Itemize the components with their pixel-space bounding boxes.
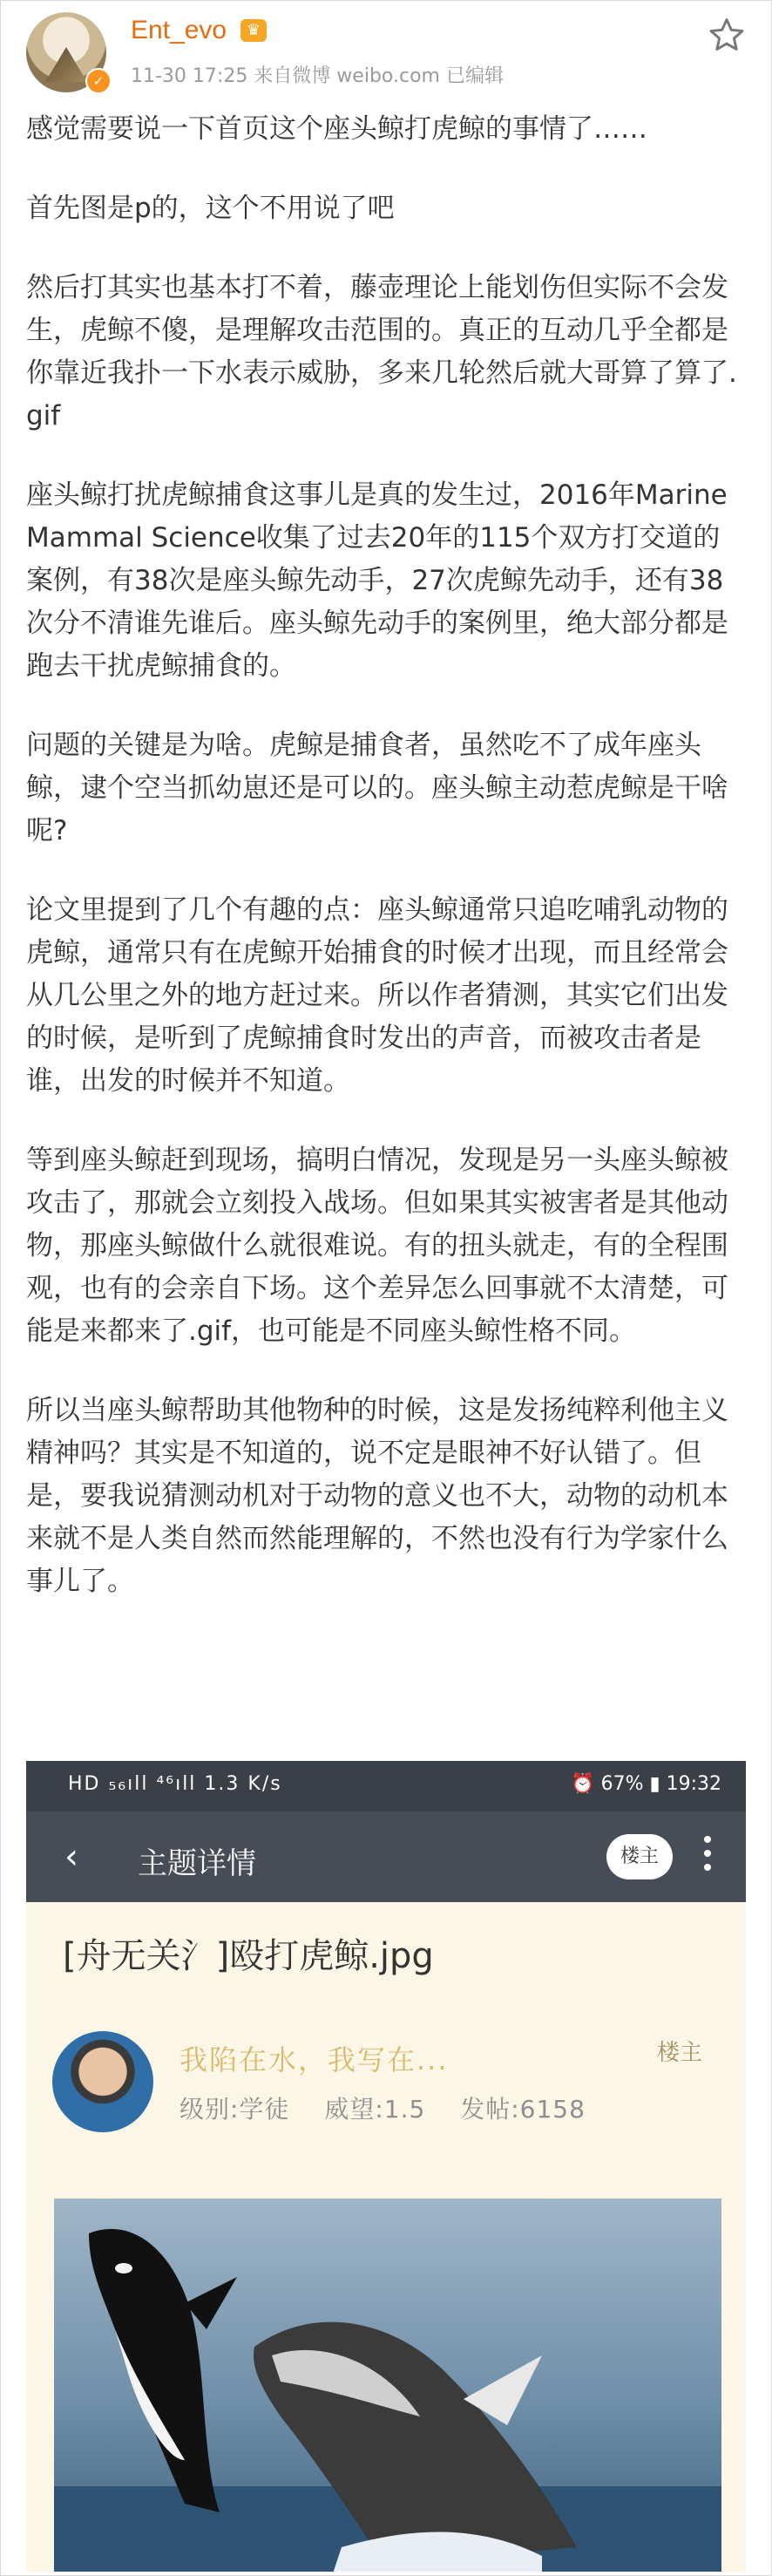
star-icon[interactable] (708, 16, 746, 54)
owner-only-button[interactable]: 楼主 (606, 1834, 673, 1879)
username[interactable]: Ent_evo (131, 16, 227, 44)
post-content (26, 108, 746, 1640)
poster-post-count: 发帖:6158 (460, 2095, 586, 2124)
back-arrow-icon[interactable]: ‹ (64, 1837, 78, 1877)
status-left: HD ₅₆ıll ⁴⁶ıll 1.3 K/s (68, 1773, 282, 1795)
status-right: ⏰ 67% ▮ 19:32 (571, 1773, 721, 1795)
phone-status-bar (26, 1761, 746, 1811)
paragraph: 座头鲸打扰虎鲸捕食这事儿是真的发生过，2016年Marine Mammal Science收集了过去20年的115个双方打交道的案例，有38次是座头鲸先动手，27次虎鲸先动手，还有38次分不清谁先谁后。座头鲸先动手的案例里，绝大部分都是跑去干扰虎鲸捕食的。 (26, 479, 728, 682)
app-title-bar (26, 1811, 746, 1902)
thread-title: [舟无关氵]殴打虎鲸.jpg (63, 1936, 434, 1976)
paragraph: 问题的关键是为啥。虎鲸是捕食者，虽然吃不了成年座头鲸，逮个空当抓幼崽还是可以的。座头鲸主动惹虎鲸是干啥呢? (26, 730, 728, 846)
app-title: 主题详情 (138, 1846, 256, 1881)
poster-nickname[interactable]: 我陷在水，我写在... (179, 2043, 449, 2076)
paragraph: 首先图是p的，这个不用说了吧 (26, 193, 395, 224)
embedded-screenshot[interactable] (26, 1761, 746, 2572)
paragraph: 论文里提到了几个有趣的点：座头鲸通常只追吃哺乳动物的虎鲸，通常只有在虎鲸开始捕食的时候才出现，而且经常会从几公里之外的地方赶过来。所以作者猜测，其实它们出发的时候，是听到了虎鲸捕食时发出的声音，而被攻击者是谁，出发的时候并不知道。 (26, 894, 728, 1097)
paragraph: 所以当座头鲸帮助其他物种的时候，这是发扬纯粹利他主义精神吗？其实是不知道的，说不定是眼神不好认错了。但是，要我说猜测动机对于动物的意义也不大，动物的动机本来就不是人类自然而然能理解的，不然也没有行为学家什么事儿了。 (26, 1395, 728, 1597)
poster-level: 级别:学徒 (179, 2095, 290, 2124)
paragraph: 等到座头鲸赶到现场，搞明白情况，发现是另一头座头鲸被攻击了，那就会立刻投入战场。但如果其实被害者是其他动物，那座头鲸做什么就很难说。有的扭头就走，有的全程围观，也有的会亲自下场。这个差异怎么回事就不太清楚，可能是来都来了.gif，也可能是不同座头鲸性格不同。 (26, 1145, 728, 1347)
poster-stats (179, 2090, 612, 2125)
poster-reputation: 威望:1.5 (324, 2095, 426, 2124)
whale-photo[interactable] (54, 2199, 721, 2572)
vip-crown-icon: ♛ (240, 19, 267, 42)
paragraph: 感觉需要说一下首页这个座头鲸打虎鲸的事情了…… (26, 113, 647, 145)
verified-badge-icon: ✓ (85, 68, 112, 94)
owner-label: 楼主 (657, 2040, 703, 2066)
poster-avatar[interactable] (52, 2031, 153, 2132)
post-meta: 11-30 17:25 来自微博 weibo.com 已编辑 (131, 65, 504, 87)
more-vertical-icon[interactable] (697, 1831, 718, 1883)
paragraph: 然后打其实也基本打不着，藤壶理论上能划伤但实际不会发生，虎鲸不傻，是理解攻击范围的。真正的互动几乎全都是你靠近我扑一下水表示威胁，多来几轮然后就大哥算了算了.gif (26, 272, 737, 432)
